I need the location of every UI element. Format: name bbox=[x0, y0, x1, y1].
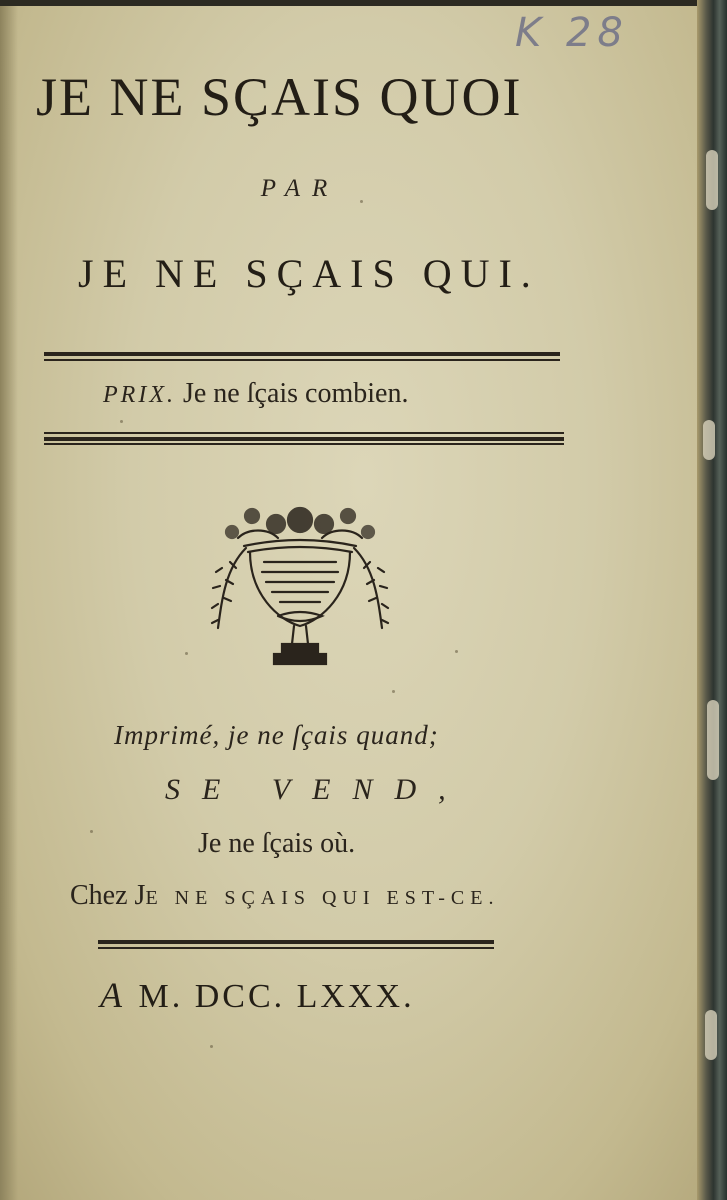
foxing-speck bbox=[392, 690, 395, 693]
top-edge bbox=[0, 0, 727, 6]
spine-mark bbox=[705, 1010, 717, 1060]
publisher-name: E NE SÇAIS QUI EST-CE. bbox=[145, 887, 500, 909]
foxing-speck bbox=[90, 830, 93, 833]
spine-mark bbox=[707, 700, 719, 780]
date-text: M. DCC. LXXX. bbox=[138, 978, 415, 1015]
by-line: PAR bbox=[260, 175, 340, 202]
author-line: JE NE SÇAIS QUI. bbox=[78, 251, 540, 296]
where-line: Je ne ſçais où. bbox=[198, 828, 356, 859]
price-label: PRIX. bbox=[103, 382, 176, 408]
date-glyph: A bbox=[100, 975, 125, 1015]
foxing-speck bbox=[185, 652, 188, 655]
publication-date bbox=[100, 974, 415, 1016]
foxing-speck bbox=[360, 200, 363, 203]
foxing-speck bbox=[210, 1045, 213, 1048]
publisher-line bbox=[70, 880, 500, 912]
page-title: JE NE SÇAIS QUOI bbox=[36, 67, 523, 127]
flower-vase-ornament-icon bbox=[208, 498, 392, 678]
foxing-speck bbox=[120, 420, 123, 423]
sale-line: SE VEND, bbox=[165, 773, 468, 806]
spine-mark bbox=[706, 150, 718, 210]
price-line bbox=[103, 378, 408, 410]
spine-mark bbox=[703, 420, 715, 460]
imprint-line: Imprimé, je ne ſçais quand; bbox=[114, 720, 439, 750]
shelfmark: K 28 bbox=[515, 10, 629, 56]
foxing-speck bbox=[455, 650, 458, 653]
book-spine bbox=[697, 0, 727, 1200]
price-text: Je ne ſçais combien. bbox=[182, 378, 409, 409]
publisher-prefix: Chez J bbox=[70, 880, 146, 911]
